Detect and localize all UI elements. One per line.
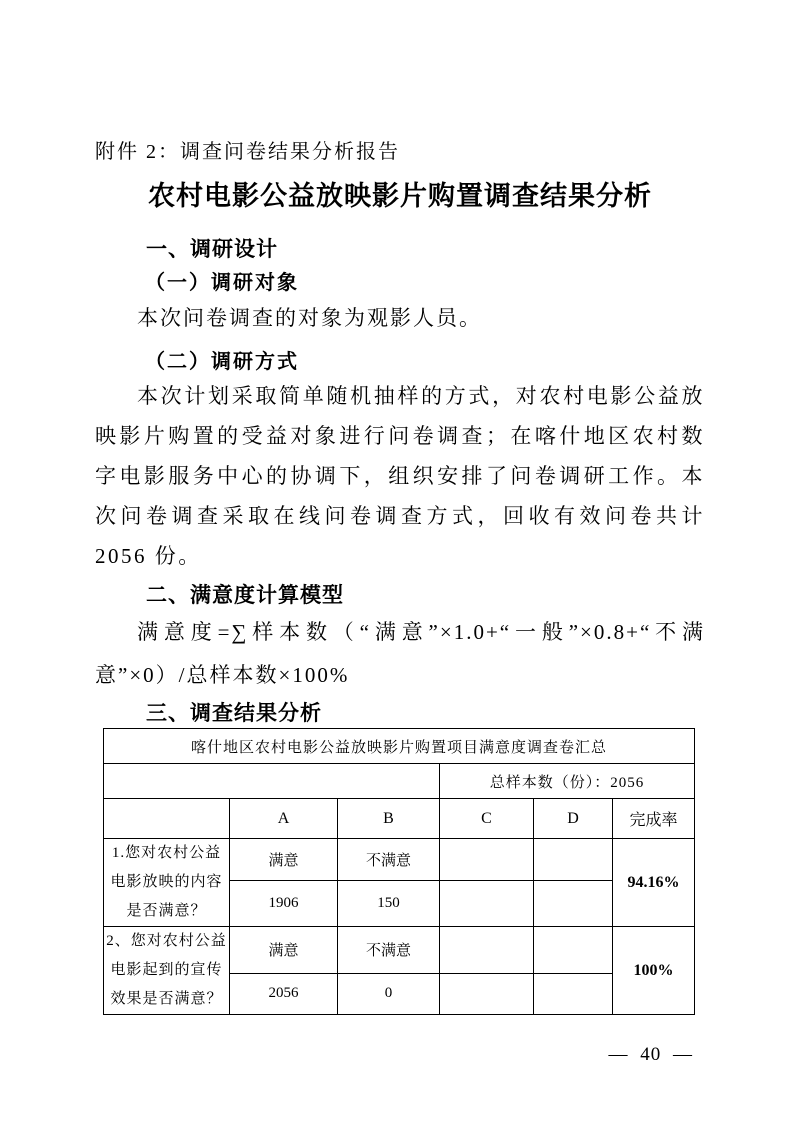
q1-completion-rate: 94.16% bbox=[613, 839, 695, 927]
attachment-note: 附件 2：调查问卷结果分析报告 bbox=[95, 141, 400, 163]
q1-option-c bbox=[440, 839, 534, 881]
q1-count-c bbox=[440, 881, 534, 927]
q2-option-b: 不满意 bbox=[338, 927, 440, 974]
q2-count-b: 0 bbox=[338, 973, 440, 1014]
total-samples-label: 总样本数（份）：2056 bbox=[440, 764, 695, 799]
header-question-cell bbox=[104, 799, 230, 839]
q2-option-a: 满意 bbox=[230, 927, 338, 974]
table-title-row bbox=[104, 729, 695, 764]
q2-count-c bbox=[440, 973, 534, 1014]
total-row-empty-cell bbox=[104, 764, 440, 799]
header-col-b: B bbox=[338, 799, 440, 839]
header-col-c: C bbox=[440, 799, 534, 839]
page-number: — 40 — bbox=[608, 1044, 693, 1065]
header-col-d: D bbox=[534, 799, 613, 839]
header-col-a: A bbox=[230, 799, 338, 839]
header-completion-rate: 完成率 bbox=[613, 799, 695, 839]
q1-count-d bbox=[534, 881, 613, 927]
table-row bbox=[104, 927, 695, 974]
survey-results-table bbox=[103, 728, 695, 1015]
q2-completion-rate: 100% bbox=[613, 927, 695, 1015]
section-heading-research-design: 一、调研设计 bbox=[146, 238, 278, 261]
q1-option-d bbox=[534, 839, 613, 881]
q2-option-d bbox=[534, 927, 613, 974]
subsection-heading-research-method: （二）调研方式 bbox=[145, 351, 299, 373]
q1-option-a: 满意 bbox=[230, 839, 338, 881]
q2-count-d bbox=[534, 973, 613, 1014]
page-title: 农村电影公益放映影片购置调查结果分析 bbox=[148, 181, 652, 211]
table-total-row bbox=[104, 764, 695, 799]
q2-option-c bbox=[440, 927, 534, 974]
q1-option-b: 不满意 bbox=[338, 839, 440, 881]
table-title: 喀什地区农村电影公益放映影片购置项目满意度调查卷汇总 bbox=[104, 729, 695, 764]
table-header-row bbox=[104, 799, 695, 839]
section-heading-satisfaction-model: 二、满意度计算模型 bbox=[146, 584, 344, 607]
q1-count-b: 150 bbox=[338, 881, 440, 927]
question-1-cell: 1.您对农村公益电影放映的内容是否满意？ bbox=[104, 839, 230, 927]
section-heading-results-analysis: 三、调查结果分析 bbox=[146, 702, 322, 725]
q2-count-a: 2056 bbox=[230, 973, 338, 1014]
subsection-heading-research-subjects: （一）调研对象 bbox=[145, 272, 299, 294]
table-row bbox=[104, 839, 695, 881]
research-method-paragraph: 本次计划采取简单随机抽样的方式，对农村电影公益放映影片购置的受益对象进行问卷调查；在喀什地区农村数字电影服务中心的协调下，组织安排了问卷调研工作。本次问卷调查采取在线问卷调查方式，回收有效问卷共计 2056 份。 bbox=[95, 384, 705, 568]
satisfaction-formula: 满意度=∑样本数（“满意”×1.0+“一般”×0.8+“不满意”×0）/总样本数×100% bbox=[95, 620, 705, 687]
q1-count-a: 1906 bbox=[230, 881, 338, 927]
question-2-cell: 2、您对农村公益电影起到的宣传效果是否满意？ bbox=[104, 927, 230, 1015]
research-subjects-text: 本次问卷调查的对象为观影人员。 bbox=[137, 306, 482, 330]
